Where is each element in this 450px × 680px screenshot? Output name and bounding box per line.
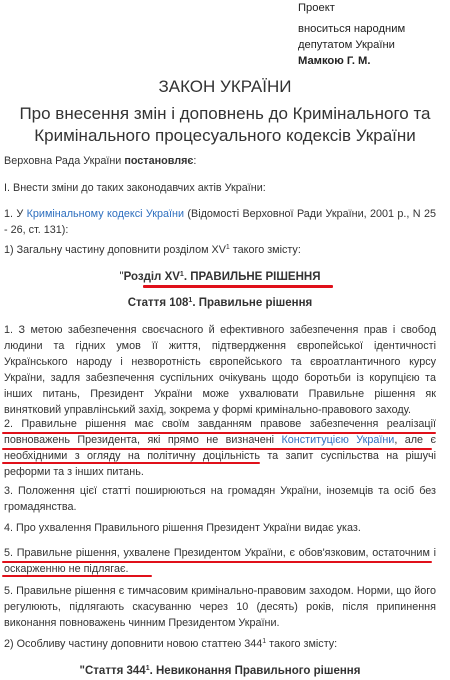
subtitle-line2: Кримінального процесуального кодексів України bbox=[34, 126, 416, 145]
header-line3: Мамкою Г. М. bbox=[298, 55, 371, 67]
law-title: ЗАКОН УКРАЇНИ bbox=[158, 77, 292, 96]
item-2-sup: 1 bbox=[262, 638, 267, 645]
header-line2: депутатом України bbox=[298, 39, 395, 51]
article-108-title bbox=[4, 295, 436, 311]
item-1-1 bbox=[4, 242, 436, 258]
article-108-sup: 1 bbox=[188, 297, 193, 304]
article-344-tail: . Невиконання Правильного рішення bbox=[149, 665, 361, 677]
paragraph-2-underline-1 bbox=[2, 432, 436, 434]
article-108-text: Стаття 108 bbox=[127, 297, 189, 309]
item-2 bbox=[4, 636, 436, 652]
article-108-tail: . Правильне рішення bbox=[192, 297, 313, 309]
item-1-1-text: 1) Загальну частину доповнити розділом XV bbox=[4, 244, 226, 256]
item-1-suffix: (Відомості Верховної Ради України, 2001 р., N 25 - 26, ст. 131): bbox=[4, 208, 436, 236]
header-line1: вноситься народним bbox=[298, 23, 406, 35]
paragraph-2-after: , але є необхідними з огляду на політичну доцільність та запит суспільства на рішучі реформи та з інших питань. bbox=[4, 434, 436, 478]
paragraph-4: 4. Про ухвалення Правильного рішення Президент України видає указ. bbox=[4, 522, 361, 534]
item-1-prefix: 1. У bbox=[4, 208, 27, 220]
heading-underline bbox=[143, 285, 333, 288]
paragraph-5: 5. Правильне рішення, ухвалене Президентом України, є обов'язковим, остаточним і оскарженню не підлягає. bbox=[4, 547, 436, 575]
preamble bbox=[4, 153, 436, 169]
paragraph-6: 5. Правильне рішення є тимчасовим кримінально-правовим заходом. Норми, що його регулюють, підлягають скасуванню через 10 (десять) років, після припинення виконання повноважень чинним Президентом України. bbox=[4, 585, 436, 629]
paragraph-1: 1. З метою забезпечення своєчасного й ефективного забезпечення прав і свобод людини та гідних умов її життя, підтвердження європейської ідентичності Українського народу і незворотність європейського та євроатлантичного курсу України, задля забезпечення суспільних очікувань щодо боротьби із корупцією та інших питань, Президент України може ухвалювати Правильне рішення як винятковий управлінський захід, зокрема у формі кримінально-правового заходу. bbox=[4, 324, 436, 416]
article-344-text: "Стаття 344 bbox=[79, 665, 146, 677]
paragraph-3: 3. Положення цієї статті поширюються на громадян України, іноземців та осіб без громадянства. bbox=[4, 485, 436, 513]
section-heading-text: Розділ XV bbox=[123, 271, 180, 283]
preamble-tail: : bbox=[193, 155, 197, 167]
item-2-text: 2) Особливу частину доповнити новою статтею 344 bbox=[4, 638, 263, 650]
item-2-tail: такого змісту: bbox=[266, 638, 338, 650]
paragraph-2-before: 2. Правильне рішення має своїм завданням правове забезпечення реалізації повноважень Президента, які прямо не визначені bbox=[4, 418, 436, 446]
header-project: Проект bbox=[298, 2, 335, 14]
section-heading-quote: " bbox=[119, 271, 124, 283]
constitution-link[interactable]: Конституцією України bbox=[281, 434, 395, 446]
section-heading-sup: 1 bbox=[179, 271, 184, 278]
paragraph-2-underline-2 bbox=[2, 448, 432, 450]
item-1-1-sup: 1 bbox=[225, 244, 230, 251]
subtitle-line1: Про внесення змін і доповнень до Кримінального та bbox=[19, 104, 431, 123]
section-heading-tail: . ПРАВИЛЬНЕ РІШЕННЯ bbox=[183, 271, 321, 283]
preamble-bold: постановляє bbox=[124, 155, 194, 167]
paragraph-5-underline-2 bbox=[2, 575, 152, 577]
article-344-sup: 1 bbox=[145, 665, 150, 672]
paragraph-2-underline-3 bbox=[2, 462, 260, 464]
criminal-code-link[interactable]: Кримінальному кодексі України bbox=[26, 208, 185, 220]
article-344-title bbox=[4, 663, 436, 679]
item-1 bbox=[4, 206, 436, 238]
section-1: I. Внести зміни до таких законодавчих актів України: bbox=[4, 182, 266, 194]
paragraph-5-underline-1 bbox=[2, 561, 432, 563]
item-1-1-tail: такого змісту: bbox=[229, 244, 301, 256]
preamble-text: Верховна Рада України bbox=[4, 155, 125, 167]
section-heading bbox=[4, 269, 436, 285]
